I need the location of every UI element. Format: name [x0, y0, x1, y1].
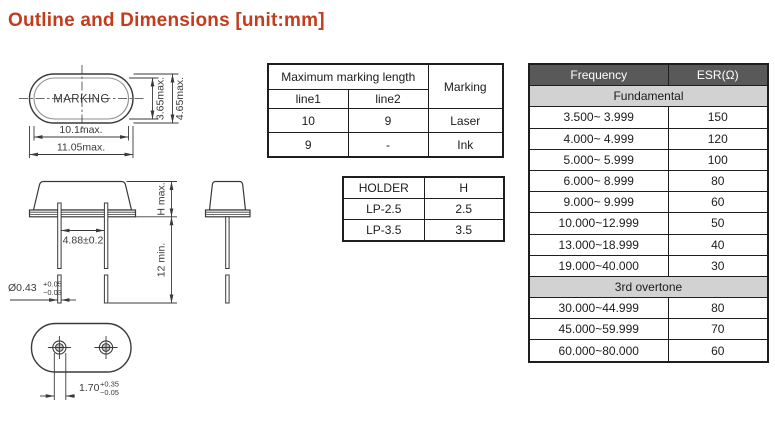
lead-single [226, 217, 229, 269]
bottom-view [32, 324, 132, 401]
freq-cell: 4.000~ 4.999 [529, 128, 668, 149]
side-view-narrow-base [206, 210, 251, 217]
lead-single-tip [226, 275, 229, 303]
dim-lead-spacing: 4.88±0.2 [62, 234, 104, 247]
freq-cell: 13.000~18.999 [529, 234, 668, 255]
table-row [529, 255, 768, 276]
table-row [529, 234, 768, 255]
esr-cell: 30 [668, 255, 768, 276]
line1-cell: 9 [268, 133, 348, 158]
section-row-3rd-overtone [529, 276, 768, 297]
esr-cell: 80 [668, 298, 768, 319]
freq-cell: 60.000~80.000 [529, 340, 668, 362]
holder-table [342, 176, 505, 242]
marking-cell: Ink [428, 133, 503, 158]
dim-hole: 1.70 [79, 382, 100, 394]
line1-header: line1 [268, 90, 348, 109]
freq-cell: 3.500~ 3.999 [529, 107, 668, 128]
table-row [529, 298, 768, 319]
holder-cell: LP-2.5 [343, 199, 424, 220]
table-row [529, 192, 768, 213]
marking-method-header: Marking [428, 64, 503, 109]
frequency-header: Frequency [529, 64, 668, 86]
freq-cell: 5.000~ 5.999 [529, 149, 668, 170]
marking-text: MARKING [53, 93, 110, 106]
line2-cell: - [348, 133, 428, 158]
esr-cell: 120 [668, 128, 768, 149]
dim-inner-width: 10.1max. [59, 124, 103, 136]
esr-cell: 50 [668, 213, 768, 234]
esr-cell: 80 [668, 170, 768, 191]
line2-header: line2 [348, 90, 428, 109]
table-row [343, 177, 504, 199]
table-row [529, 170, 768, 191]
dim-hole-tol-minus: −0.05 [100, 388, 119, 397]
side-view-narrow-body [210, 182, 246, 211]
dim-hole-tol-plus: +0.35 [100, 379, 119, 389]
side-view-base [30, 210, 136, 217]
esr-table [528, 63, 769, 363]
dim-lead-length: 12 min. [155, 242, 168, 278]
esr-cell: 60 [668, 340, 768, 362]
dim-body-height: H max. [155, 182, 168, 216]
dim-lead-diameter: Ø0.43 [8, 282, 37, 294]
table-row [529, 149, 768, 170]
marking-table [267, 63, 504, 158]
holder-cell: LP-3.5 [343, 220, 424, 242]
esr-cell: 60 [668, 192, 768, 213]
dim-inner-height: 3.65max. [154, 76, 167, 121]
side-view-front [8, 182, 177, 304]
table-row [529, 64, 768, 86]
lead-right-tip [104, 275, 107, 303]
line1-cell: 10 [268, 109, 348, 133]
table-row [529, 107, 768, 128]
freq-cell: 6.000~ 8.999 [529, 170, 668, 191]
table-row [529, 213, 768, 234]
dim-outer-height: 4.65max. [174, 76, 186, 121]
table-row [529, 340, 768, 362]
esr-cell: 150 [668, 107, 768, 128]
freq-cell: 45.000~59.999 [529, 319, 668, 340]
dim-lead-diameter-tol-minus: −0.03 [43, 288, 62, 297]
section-label: 3rd overtone [529, 276, 768, 297]
dim-lead-diameter-tol-plus: +0.05 [43, 279, 62, 289]
page-title: Outline and Dimensions [unit:mm] [8, 10, 325, 31]
table-row [529, 128, 768, 149]
freq-cell: 9.000~ 9.999 [529, 192, 668, 213]
esr-header: ESR(Ω) [668, 64, 768, 86]
table-row [268, 133, 503, 158]
side-view-body [34, 182, 132, 211]
dim-outer-width: 11.05max. [56, 141, 106, 154]
section-row-fundamental [529, 86, 768, 107]
top-view [19, 65, 186, 158]
h-cell: 2.5 [424, 199, 504, 220]
freq-cell: 19.000~40.000 [529, 255, 668, 276]
esr-cell: 40 [668, 234, 768, 255]
esr-cell: 70 [668, 319, 768, 340]
table-row [343, 220, 504, 242]
lead-left [58, 203, 61, 269]
table-row [268, 64, 503, 90]
esr-cell: 100 [668, 149, 768, 170]
side-view-narrow [206, 182, 251, 304]
table-row [268, 109, 503, 133]
freq-cell: 30.000~44.999 [529, 298, 668, 319]
h-header: H [424, 177, 504, 199]
section-label: Fundamental [529, 86, 768, 107]
marking-length-header: Maximum marking length [268, 64, 428, 90]
table-row [529, 319, 768, 340]
table-row [343, 199, 504, 220]
line2-cell: 9 [348, 109, 428, 133]
marking-cell: Laser [428, 109, 503, 133]
freq-cell: 10.000~12.999 [529, 213, 668, 234]
holder-header: HOLDER [343, 177, 424, 199]
h-cell: 3.5 [424, 220, 504, 242]
lead-right [104, 203, 107, 269]
